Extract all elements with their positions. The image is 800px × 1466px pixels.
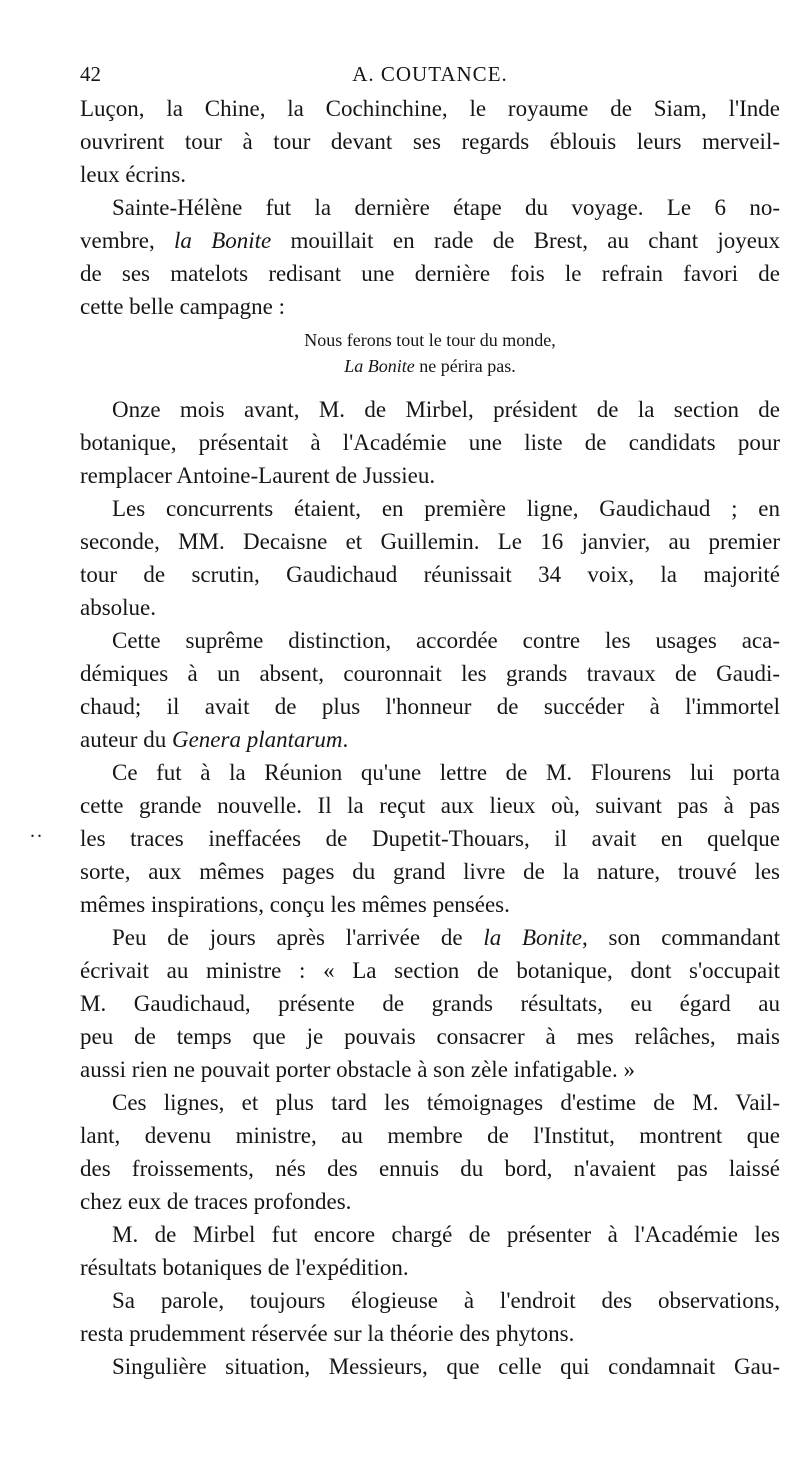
text-line: les traces ineffacées de Dupetit-Thouars, il avait en quelque xyxy=(80,826,780,851)
verse-line: Nous ferons tout le tour du monde, xyxy=(304,330,556,350)
text-line: leux écrins. xyxy=(80,162,187,187)
text-line: sorte, aux mêmes pages du grand livre de la nature, trouvé les xyxy=(80,859,780,884)
text-line: des froissements, nés des ennuis du bord, n'avaient pas laissé xyxy=(80,1156,780,1181)
text-segment: auteur du xyxy=(80,727,172,752)
text-line: ouvrirent tour à tour devant ses regards éblouis leurs merveil- xyxy=(80,129,780,154)
book-title: Genera plantarum xyxy=(171,727,343,752)
text-line: écrivait au ministre : « La section de botanique, dont s'occupait xyxy=(80,958,780,983)
ship-name: la Bonite xyxy=(483,925,582,950)
text-line: Ces lignes, et plus tard les témoignages d'estime de M. Vail- xyxy=(112,1090,780,1115)
text-line: Onze mois avant, M. de Mirbel, président de la section de xyxy=(112,397,780,422)
text-line: tour de scrutin, Gaudichaud réunissait 34 voix, la majorité xyxy=(80,562,780,587)
text-line xyxy=(80,921,780,954)
ship-name: la Bonite xyxy=(174,228,272,253)
text-line: Cette suprême distinction, accordée contre les usages aca- xyxy=(112,628,780,653)
text-line: cette grande nouvelle. Il la reçut aux lieux où, suivant pas à pas xyxy=(80,793,780,818)
text-line: chaud; il avait de plus l'honneur de succéder à l'immortel xyxy=(80,694,780,719)
text-line: Sa parole, toujours élogieuse à l'endroit des observations, xyxy=(112,1288,780,1313)
text-line: cette belle campagne : xyxy=(80,294,285,319)
text-line: Singulière situation, Messieurs, que celle qui condamnait Gau- xyxy=(112,1354,780,1379)
text-segment: . xyxy=(342,727,349,752)
text-line: Sainte-Hélène fut la dernière étape du voyage. Le 6 no- xyxy=(112,195,780,220)
text-segment: Peu de jours après l'arrivée de xyxy=(112,925,484,950)
margin-mark: .. xyxy=(30,820,44,842)
running-head: A. COUTANCE. xyxy=(352,62,508,86)
text-line: démiques à un absent, couronnait les grands travaux de Gaudi- xyxy=(80,661,780,686)
ship-name: La Bonite xyxy=(344,356,415,376)
verse-quote xyxy=(80,323,780,393)
text-line: botanique, présentait à l'Académie une liste de candidats pour xyxy=(80,430,780,455)
text-line: de ses matelots redisant une dernière fois le refrain favori de xyxy=(80,261,780,286)
text-segment: ne périra pas. xyxy=(414,356,516,376)
text-line: lant, devenu ministre, au membre de l'Institut, montrent que xyxy=(80,1123,780,1148)
text-line: resta prudemment réservée sur la théorie des phytons. xyxy=(80,1321,575,1346)
text-line: Les concurrents étaient, en première ligne, Gaudichaud ; en xyxy=(112,496,780,521)
text-line xyxy=(80,723,780,756)
text-segment: vembre, xyxy=(80,228,175,253)
text-line: seconde, MM. Decaisne et Guillemin. Le 16 janvier, au premier xyxy=(80,529,780,554)
text-line: remplacer Antoine-Laurent de Jussieu. xyxy=(80,463,436,488)
page-number: 42 xyxy=(80,62,101,86)
text-line: chez eux de traces profondes. xyxy=(80,1189,352,1214)
verse-line xyxy=(80,353,780,379)
text-line: Ce fut à la Réunion qu'une lettre de M. Flourens lui porta xyxy=(112,760,780,785)
text-line: Luçon, la Chine, la Cochinchine, le royaume de Siam, l'Inde xyxy=(80,96,780,121)
text-line: M. de Mirbel fut encore chargé de présenter à l'Académie les xyxy=(112,1222,780,1247)
body-text xyxy=(80,92,780,1383)
text-line: M. Gaudichaud, présente de grands résultats, eu égard au xyxy=(80,991,780,1016)
text-line: résultats botaniques de l'expédition. xyxy=(80,1255,409,1280)
text-segment: , son commandant xyxy=(582,925,780,950)
page-header xyxy=(80,58,780,90)
text-line: mêmes inspirations, conçu les mêmes pensées. xyxy=(80,892,510,917)
text-line: aussi rien ne pouvait porter obstacle à son zèle infatigable. » xyxy=(80,1057,635,1082)
text-line xyxy=(80,224,780,257)
text-line: absolue. xyxy=(80,595,157,620)
text-line: peu de temps que je pouvais consacrer à mes relâches, mais xyxy=(80,1024,780,1049)
text-segment: mouillait en rade de Brest, au chant joyeux xyxy=(271,228,780,253)
